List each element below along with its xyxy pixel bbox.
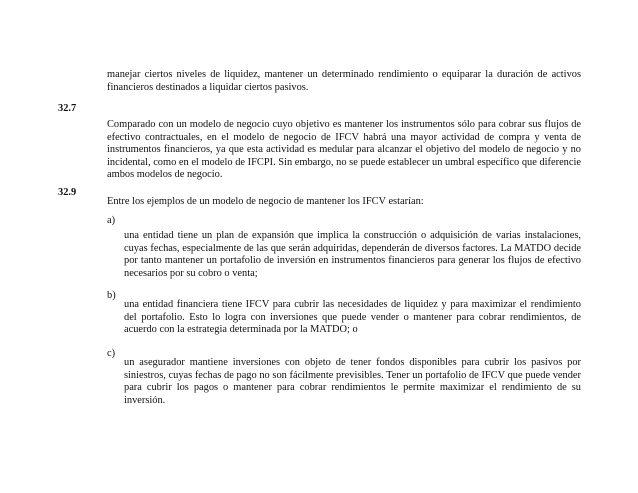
- intro-continuation-paragraph: manejar ciertos niveles de liquidez, mantener un determinado rendimiento o equiparar la duración de activos financieros destinados a liquidar ciertos pasivos.: [107, 69, 581, 93]
- list-item-c-paragraph: un asegurador mantiene inversiones con objeto de tener fondos disponibles para cubrir los pasivos por siniestros, cuyas fechas de pago no son fácilmente previsibles. Tener un portafolio de IFCV que puede vender para cubrir los pagos o mantener para cobrar rendimientos le permite maximizar el rendimiento de su inversión.: [124, 357, 581, 406]
- list-item-letter-a: a): [107, 215, 116, 226]
- section-number-32-7: 32.7: [58, 103, 77, 114]
- list-item-b-paragraph: una entidad financiera tiene IFCV para cubrir las necesidades de liquidez y para maximizar el rendimiento del portafolio. Esto lo logra con inversiones que puede vender o mantener para cobrar rendimientos, de acuerdo con la estrategia determinada por la MATDO; o: [124, 299, 581, 336]
- section-number-32-9: 32.9: [58, 187, 77, 198]
- list-item-letter-b: b): [107, 290, 116, 301]
- section-32-9-intro-paragraph: Entre los ejemplos de un modelo de negocio de mantener los IFCV estarían:: [107, 196, 424, 207]
- list-item-letter-c: c): [107, 348, 116, 359]
- section-32-7-paragraph: Comparado con un modelo de negocio cuyo objetivo es mantener los instrumentos sólo para cobrar sus flujos de efectivo contractuales, en el modelo de negocio de IFCV habrá una mayor actividad de compra y venta de instrumentos financieros, ya que esta actividad es medular para alcanzar el objetivo del modelo de negocio y no incidental, como en el modelo de IFCPI. Sin embargo, no se puede establecer un umbral específico que diferencie ambos modelos de negocio.: [107, 119, 581, 181]
- list-item-a-paragraph: una entidad tiene un plan de expansión que implica la construcción o adquisición de varias instalaciones, cuyas fechas, especialmente de las que serán adquiridas, dependerán de diversos factores. La MATDO decide por tanto mantener un portafolio de inversión en instrumentos financieros para generar los flujos de efectivo necesarios por su cobro o venta;: [124, 230, 581, 279]
